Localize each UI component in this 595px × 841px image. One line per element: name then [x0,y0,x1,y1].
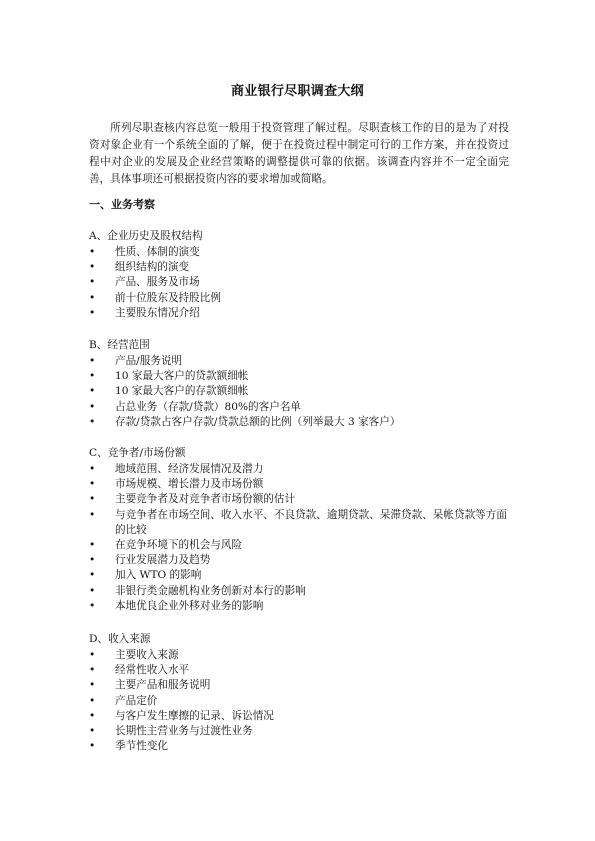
bullet-icon: • [89,539,96,552]
list-item [89,306,511,321]
section-heading-business: 一、业务考察 [89,198,155,211]
list-item [89,739,511,754]
list-item-text: 组织结构的演变 [115,261,190,274]
list-item [89,384,511,399]
list-item-text: 主要收入来源 [115,649,179,661]
section-d-title: D、收入来源 [89,633,151,645]
bullet-icon: • [89,385,96,398]
bullet-icon: • [89,370,96,383]
bullet-icon: • [89,508,96,521]
bullet-icon: • [89,478,96,491]
list-item-text: 10 家最大客户的贷款额细帐 [115,370,249,383]
list-item [89,354,511,369]
section-b [89,337,511,430]
list-item [89,648,511,663]
list-item-text: 与竞争者在市场空间、收入水平、不良贷款、逾期贷款、呆滞贷款、呆帐贷款等方面的比较 [115,508,507,536]
bullet-icon: • [89,306,96,319]
list-item [89,477,511,492]
list-item-text: 性质、体制的演变 [115,246,200,258]
list-item-text: 长期性主营业务与过渡性业务 [115,725,253,738]
list-item-text: 市场规模、增长潜力及市场份额 [115,478,264,491]
bullet-icon: • [89,740,96,753]
bullet-icon: • [89,261,96,274]
list-item [89,415,511,430]
list-item-text: 主要产品和服务说明 [115,679,211,692]
section-c-list [89,462,511,614]
list-item-text: 产品定价 [115,694,158,707]
list-item [89,724,511,739]
list-item [89,492,511,507]
list-item [89,369,511,384]
bullet-icon: • [89,709,96,722]
bullet-icon: • [89,569,96,582]
list-item [89,275,511,290]
section-a-title: A、企业历史及股权结构 [89,230,203,242]
list-item-text: 主要竞争者及对竞争者市场份额的估计 [115,493,296,506]
bullet-icon: • [89,415,96,428]
bullet-icon: • [89,291,96,304]
bullet-icon: • [89,493,96,506]
list-item [89,568,511,583]
list-item [89,584,511,599]
list-item-text: 非银行类金融机构业务创新对本行的影响 [115,584,306,597]
section-a-list [89,245,511,321]
bullet-icon: • [89,694,96,707]
section-c [89,445,511,614]
list-item [89,663,511,678]
list-item [89,553,511,568]
list-item-text: 主要股东情况介绍 [115,306,200,319]
list-item [89,599,511,614]
bullet-icon: • [89,355,96,367]
list-item-text: 本地优良企业外移对业务的影响 [115,599,264,612]
list-item-text: 前十位股东及持股比例 [115,291,221,304]
bullet-icon: • [89,664,96,677]
section-d [89,631,511,754]
bullet-icon: • [89,246,96,258]
intro-paragraph [89,120,509,188]
section-b-list [89,354,511,430]
list-item-text: 与客户发生摩擦的记录、诉讼情况 [115,709,274,722]
bullet-icon: • [89,599,96,612]
list-item-text: 在竞争环境下的机会与风险 [115,539,243,552]
bullet-icon: • [89,554,96,567]
list-item [89,245,511,260]
list-item-text: 经常性收入水平 [115,664,190,677]
section-a [89,228,511,321]
list-item [89,291,511,306]
list-item [89,260,511,275]
bullet-icon: • [89,463,96,475]
bullet-icon: • [89,649,96,661]
list-item [89,709,511,724]
list-item-text: 季节性变化 [115,740,168,753]
section-b-title: B、经营范围 [89,339,150,351]
section-d-list [89,648,511,754]
list-item-text: 10 家最大客户的存款额细帐 [115,385,249,398]
bullet-icon: • [89,400,96,413]
list-item-text: 加入 WTO 的影响 [115,569,202,582]
list-item-text: 产品、服务及市场 [115,276,200,289]
list-item-text: 行业发展潜力及趋势 [115,554,211,567]
document-title: 商业银行尽职调查大纲 [230,84,364,99]
list-item-text: 产品/服务说明 [115,355,183,367]
list-item-text: 占总业务（存款/贷款）80%的客户名单 [115,400,302,413]
list-item [89,400,511,415]
list-item [89,538,511,553]
intro-text: 所列尽职查核内容总览一般用于投资管理了解过程。尽职查核工作的目的是为了对投资对象企业有一个系统全面的了解，便于在投资过程中制定可行的工作方案，并在投资过程中对企业的发展及企业经营策略的调整提供可靠的依据。该调查内容并不一定全面完善，具体事项还可根据投资内容的要求增加或简略。 [89,122,509,185]
list-item [89,678,511,693]
bullet-icon: • [89,679,96,692]
bullet-icon: • [89,725,96,738]
section-c-title: C、竞争者/市场份额 [89,447,186,459]
list-item [89,694,511,709]
list-item-text: 存款/贷款占客户存款/贷款总额的比例（列举最大 3 家客户） [115,415,401,428]
list-item [89,508,511,538]
bullet-icon: • [89,584,96,597]
bullet-icon: • [89,276,96,289]
list-item [89,462,511,477]
list-item-text: 地域范围、经济发展情况及潜力 [115,463,264,475]
